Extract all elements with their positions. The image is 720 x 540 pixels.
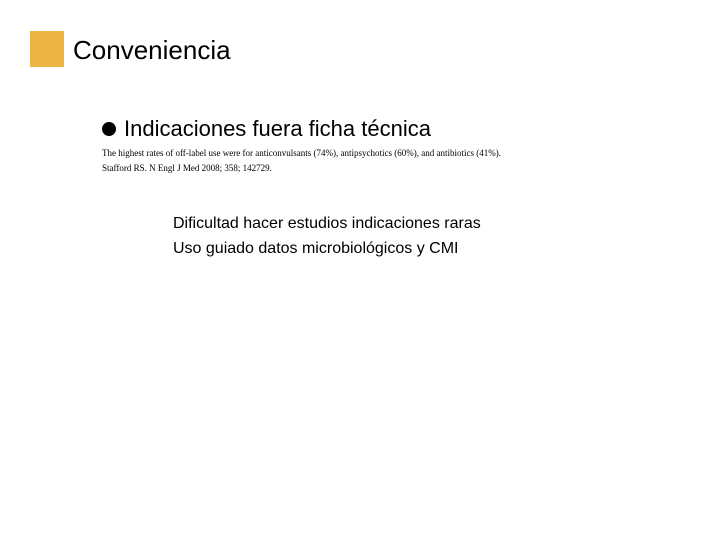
bullet-text: Indicaciones fuera ficha técnica — [124, 116, 431, 141]
reference-line-2: Stafford RS. N Engl J Med 2008; 358; 142729. — [102, 163, 272, 173]
sub-point-2: Uso guiado datos microbiológicos y CMI — [173, 240, 459, 257]
slide-title: Conveniencia — [73, 35, 231, 65]
reference-line-1: The highest rates of off-label use were for anticonvulsants (74%), antipsychotics (60%), and antibiotics (41%). — [102, 148, 501, 158]
bullet-dot-icon — [102, 122, 116, 136]
bullet-item — [102, 114, 431, 144]
title-accent-square — [30, 31, 64, 67]
sub-point-1: Dificultad hacer estudios indicaciones raras — [173, 215, 481, 232]
